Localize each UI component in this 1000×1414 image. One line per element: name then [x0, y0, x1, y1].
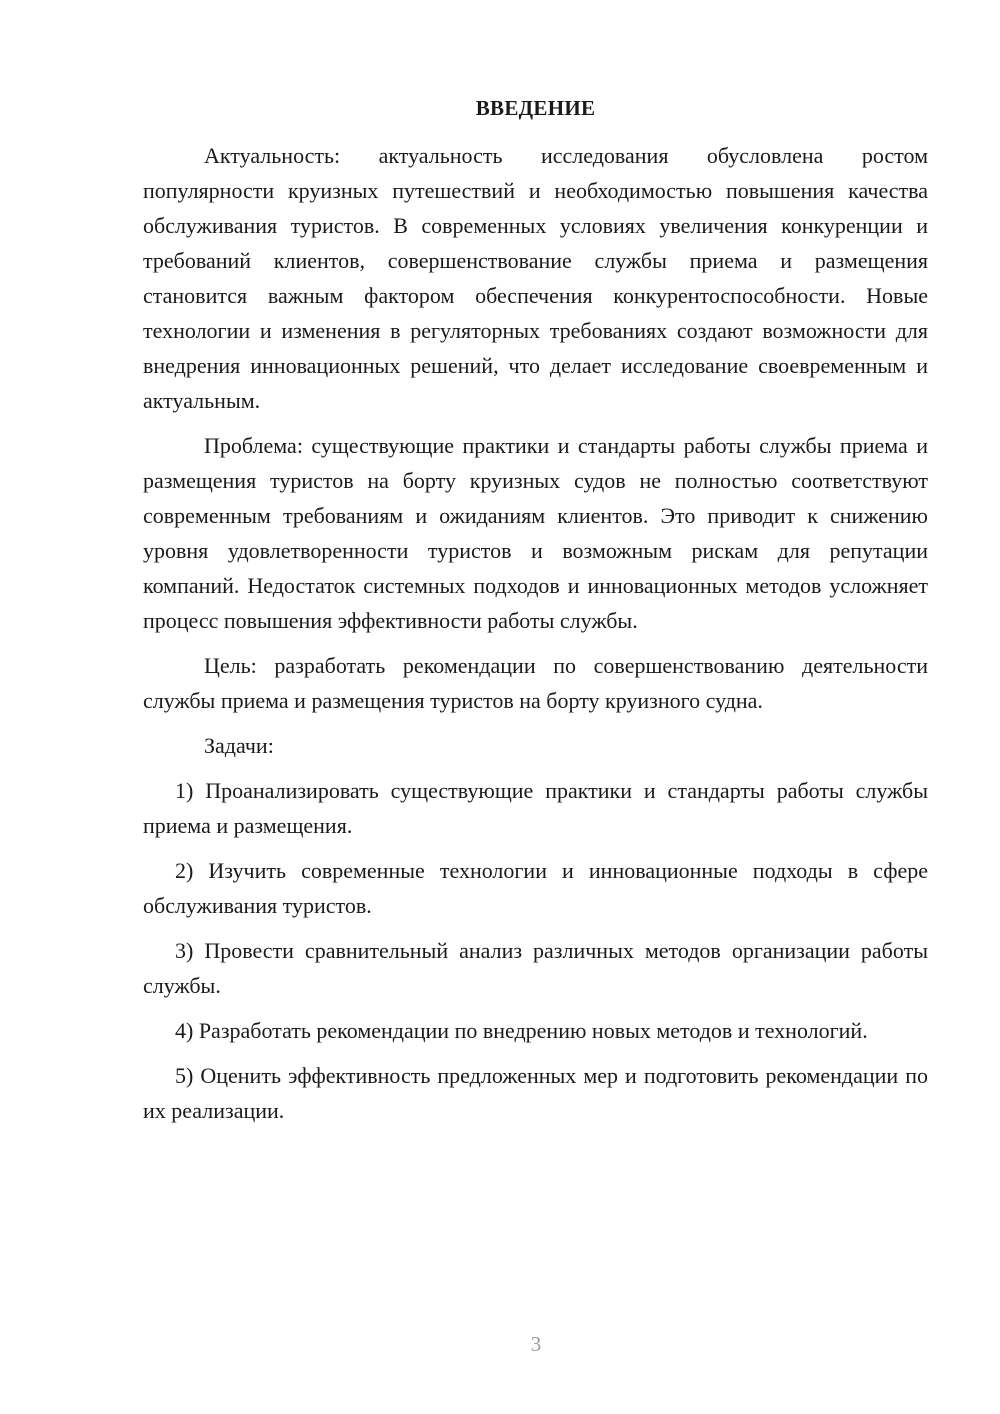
- paragraph-relevance: Актуальность: актуальность исследования обусловлена ростом популярности круизных путешествий и необходимостью повышения качества обслуживания туристов. В современных условиях увеличения конкуренции и требований клиентов, совершенствование службы приема и размещения становится важным фактором обеспечения конкурентоспособности. Новые технологии и изменения в регуляторных требованиях создают возможности для внедрения инновационных решений, что делает исследование своевременным и актуальным.: [143, 143, 928, 413]
- document-page: [143, 94, 928, 1138]
- paragraph-problem: Проблема: существующие практики и стандарты работы службы приема и размещения туристов на борту круизных судов не полностью соответствуют современным требованиям и ожиданиям клиентов. Это приводит к снижению уровня удовлетворенности туристов и возможным рискам для репутации компаний. Недостаток системных подходов и инновационных методов усложняет процесс повышения эффективности работы службы.: [143, 433, 928, 633]
- task-item-3: 3) Провести сравнительный анализ различных методов организации работы службы.: [143, 938, 928, 998]
- task-item-5: 5) Оценить эффективность предложенных мер и подготовить рекомендации по их реализации.: [143, 1063, 928, 1123]
- tasks-label: Задачи:: [204, 733, 274, 758]
- task-item-1: 1) Проанализировать существующие практики и стандарты работы службы приема и размещения.: [143, 778, 928, 838]
- task-item-2: 2) Изучить современные технологии и инновационные подходы в сфере обслуживания туристов.: [143, 858, 928, 918]
- task-item-4: 4) Разработать рекомендации по внедрению новых методов и технологий.: [175, 1018, 868, 1043]
- page-number: 3: [530, 1332, 542, 1356]
- paragraph-goal: Цель: разработать рекомендации по совершенствованию деятельности службы приема и размещения туристов на борту круизного судна.: [143, 653, 928, 713]
- document-title: ВВЕДЕНИЕ: [475, 96, 596, 120]
